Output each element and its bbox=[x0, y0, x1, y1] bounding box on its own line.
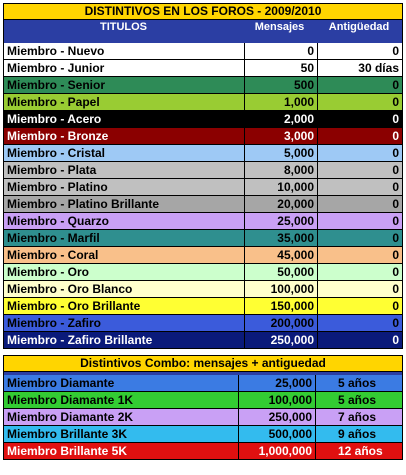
badge-antiguedad: 0 bbox=[317, 94, 403, 110]
badge-name: Miembro - Coral bbox=[3, 247, 244, 263]
column-header-row bbox=[3, 20, 403, 35]
table-row bbox=[3, 230, 403, 247]
badge-mensajes: 0 bbox=[244, 43, 317, 59]
badge-antiguedad: 0 bbox=[317, 230, 403, 246]
badge-antiguedad: 0 bbox=[317, 264, 403, 280]
badge-name: Miembro - Oro Blanco bbox=[3, 281, 244, 297]
badge-name: Miembro - Oro Brillante bbox=[3, 298, 244, 314]
badge-name: Miembro - Junior bbox=[3, 60, 244, 76]
badge-antiguedad: 0 bbox=[317, 332, 403, 348]
badge-mensajes: 8,000 bbox=[244, 162, 317, 178]
badge-mensajes: 25,000 bbox=[244, 213, 317, 229]
badge-name: Miembro - Bronze bbox=[3, 128, 244, 144]
header-titulos: TITULOS bbox=[99, 21, 148, 33]
badge-name: Miembro Diamante bbox=[3, 375, 238, 391]
header-mensajes: Mensajes bbox=[254, 21, 305, 33]
badge-name: Miembro - Oro bbox=[3, 264, 244, 280]
badge-antiguedad: 12 años bbox=[315, 443, 403, 459]
table-row bbox=[3, 77, 403, 94]
badge-mensajes: 250,000 bbox=[244, 332, 317, 348]
badge-name: Miembro - Plata bbox=[3, 162, 244, 178]
badge-antiguedad: 7 años bbox=[315, 409, 403, 425]
table-row bbox=[3, 443, 403, 460]
badge-antiguedad: 0 bbox=[317, 128, 403, 144]
badge-name: Miembro - Cristal bbox=[3, 145, 244, 161]
table-row bbox=[3, 43, 403, 60]
table-row bbox=[3, 111, 403, 128]
badge-mensajes: 50,000 bbox=[244, 264, 317, 280]
badge-antiguedad: 0 bbox=[317, 213, 403, 229]
badge-mensajes: 10,000 bbox=[244, 179, 317, 195]
badge-antiguedad: 0 bbox=[317, 111, 403, 127]
badge-antiguedad: 0 bbox=[317, 315, 403, 331]
badge-mensajes: 250,000 bbox=[238, 409, 315, 425]
table-row bbox=[3, 94, 403, 111]
badge-mensajes: 20,000 bbox=[244, 196, 317, 212]
badge-antiguedad: 0 bbox=[317, 43, 403, 59]
table-row bbox=[3, 298, 403, 315]
table-row bbox=[3, 426, 403, 443]
badge-name: Miembro Diamante 1K bbox=[3, 392, 238, 408]
badges-sheet bbox=[3, 3, 403, 460]
table-row bbox=[3, 196, 403, 213]
badge-antiguedad: 5 años bbox=[315, 392, 403, 408]
badge-mensajes: 100,000 bbox=[244, 281, 317, 297]
badge-name: Miembro - Senior bbox=[3, 77, 244, 93]
badge-mensajes: 500,000 bbox=[238, 426, 315, 442]
badge-mensajes: 100,000 bbox=[238, 392, 315, 408]
badge-mensajes: 2,000 bbox=[244, 111, 317, 127]
badge-name: Miembro - Platino bbox=[3, 179, 244, 195]
badge-mensajes: 35,000 bbox=[244, 230, 317, 246]
table-row bbox=[3, 247, 403, 264]
badge-mensajes: 500 bbox=[244, 77, 317, 93]
badge-mensajes: 45,000 bbox=[244, 247, 317, 263]
badge-name: Miembro Brillante 3K bbox=[3, 426, 238, 442]
sheet-title: DISTINTIVOS EN LOS FOROS - 2009/2010 bbox=[3, 3, 403, 20]
badge-antiguedad: 0 bbox=[317, 179, 403, 195]
table-row bbox=[3, 60, 403, 77]
badge-name: Miembro - Zafiro bbox=[3, 315, 244, 331]
badge-mensajes: 25,000 bbox=[238, 375, 315, 391]
table-row bbox=[3, 315, 403, 332]
table-row bbox=[3, 332, 403, 349]
badge-antiguedad: 9 años bbox=[315, 426, 403, 442]
table-row bbox=[3, 375, 403, 392]
badge-mensajes: 50 bbox=[244, 60, 317, 76]
badge-antiguedad: 30 días bbox=[317, 60, 403, 76]
badge-mensajes: 150,000 bbox=[244, 298, 317, 314]
badge-name: Miembro - Zafiro Brillante bbox=[3, 332, 244, 348]
badge-name: Miembro Diamante 2K bbox=[3, 409, 238, 425]
badge-mensajes: 1,000,000 bbox=[238, 443, 315, 459]
badge-antiguedad: 0 bbox=[317, 77, 403, 93]
badge-antiguedad: 0 bbox=[317, 162, 403, 178]
badge-name: Miembro - Nuevo bbox=[3, 43, 244, 59]
badge-antiguedad: 0 bbox=[317, 196, 403, 212]
badge-mensajes: 200,000 bbox=[244, 315, 317, 331]
badge-name: Miembro - Acero bbox=[3, 111, 244, 127]
badge-name: Miembro - Quarzo bbox=[3, 213, 244, 229]
table-row bbox=[3, 264, 403, 281]
badge-name: Miembro Brillante 5K bbox=[3, 443, 238, 459]
combo-title: Distintivos Combo: mensajes + antiguedad bbox=[3, 355, 403, 372]
badge-antiguedad: 0 bbox=[317, 145, 403, 161]
table-row bbox=[3, 128, 403, 145]
badge-mensajes: 5,000 bbox=[244, 145, 317, 161]
header-gap bbox=[3, 35, 403, 43]
table-row bbox=[3, 281, 403, 298]
table-row bbox=[3, 392, 403, 409]
table-row bbox=[3, 179, 403, 196]
badge-antiguedad: 5 años bbox=[315, 375, 403, 391]
combo-table bbox=[3, 375, 403, 460]
header-antiguedad: Antigüedad bbox=[328, 21, 390, 33]
badge-mensajes: 3,000 bbox=[244, 128, 317, 144]
badge-antiguedad: 0 bbox=[317, 298, 403, 314]
badge-name: Miembro - Marfil bbox=[3, 230, 244, 246]
table-row bbox=[3, 162, 403, 179]
badge-antiguedad: 0 bbox=[317, 247, 403, 263]
badges-table bbox=[3, 43, 403, 349]
badge-name: Miembro - Platino Brillante bbox=[3, 196, 244, 212]
badge-mensajes: 1,000 bbox=[244, 94, 317, 110]
table-row bbox=[3, 409, 403, 426]
badge-antiguedad: 0 bbox=[317, 281, 403, 297]
badge-name: Miembro - Papel bbox=[3, 94, 244, 110]
table-row bbox=[3, 145, 403, 162]
table-row bbox=[3, 213, 403, 230]
